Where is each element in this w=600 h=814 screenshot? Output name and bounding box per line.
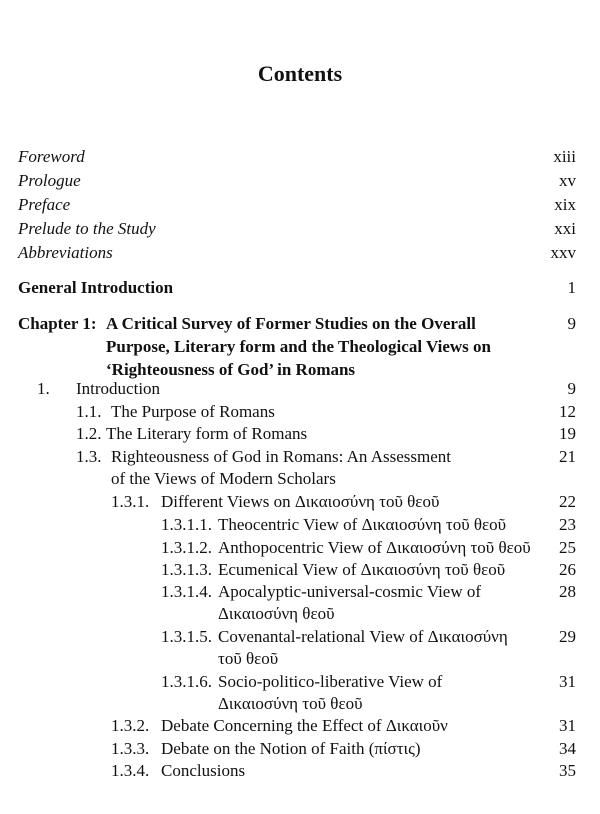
section-number: 1.3.3. — [111, 739, 150, 758]
toc-entry-label: General Introduction — [18, 278, 174, 297]
section-title: Introduction — [76, 379, 161, 398]
section-number: 1.3.1.4. — [161, 582, 212, 601]
toc-entry-page: 31 — [559, 716, 576, 735]
section-title: Ecumenical View of Δικαιοσύνη τοῦ θεοῦ — [218, 560, 506, 579]
toc-entry-page: 21 — [559, 447, 576, 466]
page-title: Contents — [257, 61, 343, 86]
section-title: Righteousness of God in Romans: An Assessment — [111, 447, 452, 466]
toc-entry-page: 35 — [559, 761, 576, 780]
toc-entry-page: xix — [554, 195, 576, 214]
section-title: Different Views on Δικαιοσύνη τοῦ θεοῦ — [161, 492, 440, 511]
section-number: 1.3.4. — [111, 761, 150, 780]
toc-entry-page: 23 — [559, 515, 576, 534]
section-title: Δικαιοσύνη τοῦ θεοῦ — [218, 694, 363, 713]
section-number: 1.3.1. — [111, 492, 150, 511]
chapter-title-line: ‘Righteousness of God’ in Romans — [106, 360, 356, 379]
toc-entry-page: 19 — [559, 424, 576, 443]
section-title: The Literary form of Romans — [106, 424, 308, 443]
section-title: Covenantal-relational View of Δικαιοσύνη — [218, 627, 508, 646]
toc-entry-page: 12 — [559, 402, 576, 421]
toc-entry-page: xiii — [553, 147, 576, 166]
section-number: 1.1. — [76, 402, 102, 421]
section-title: Apocalyptic-universal-cosmic View of — [218, 582, 482, 601]
toc-entry-page: 34 — [559, 739, 576, 758]
toc-entry-page: 29 — [559, 627, 576, 646]
toc-entry-label: Prelude to the Study — [18, 219, 156, 238]
section-title: Conclusions — [161, 761, 246, 780]
toc-entry-label: Prologue — [18, 171, 81, 190]
section-title: Anthopocentric View of Δικαιοσύνη τοῦ θεοῦ — [218, 538, 531, 557]
toc-entry-page: 31 — [559, 672, 576, 691]
section-number: 1.2. — [76, 424, 102, 443]
toc-entry-label: Preface — [18, 195, 71, 214]
toc-section-1-3-1-4[interactable] — [0, 580, 600, 626]
section-number: 1.3.1.3. — [161, 560, 212, 579]
toc-chapter-1[interactable] — [0, 312, 600, 382]
section-title: Δικαιοσύνη θεοῦ — [218, 604, 335, 623]
section-title: τοῦ θεοῦ — [218, 649, 279, 668]
toc-entry-page: 22 — [559, 492, 576, 511]
toc-entry-label: Foreword — [18, 147, 85, 166]
section-number: 1.3.1.5. — [161, 627, 212, 646]
section-title: Debate on the Notion of Faith (πίστις) — [161, 739, 421, 758]
section-number: 1.3.1.2. — [161, 538, 212, 557]
chapter-title-line: A Critical Survey of Former Studies on the Overall — [106, 314, 476, 333]
toc-entry-page: xxi — [554, 219, 576, 238]
toc-entry-label: Abbreviations — [18, 243, 113, 262]
section-number: 1. — [37, 379, 50, 398]
chapter-title-line: Purpose, Literary form and the Theological Views on — [106, 337, 491, 356]
section-title: Theocentric View of Δικαιοσύνη τοῦ θεοῦ — [218, 515, 507, 534]
toc-entry-page: xv — [559, 171, 576, 190]
toc-entry-page: 9 — [567, 379, 576, 398]
toc-entry-page: xxv — [550, 243, 576, 262]
section-title: The Purpose of Romans — [111, 402, 275, 421]
toc-section-1-3-1-6[interactable] — [0, 670, 600, 716]
section-number: 1.3. — [76, 447, 102, 466]
section-title: of the Views of Modern Scholars — [111, 469, 336, 488]
toc-entry-page: 9 — [567, 314, 576, 333]
toc-entry-page: 1 — [567, 278, 576, 297]
toc-entry-page: 26 — [559, 560, 576, 579]
section-title: Debate Concerning the Effect of Δικαιοῦν — [161, 716, 448, 735]
section-number: 1.3.1.1. — [161, 515, 212, 534]
section-number: 1.3.1.6. — [161, 672, 212, 691]
section-number: 1.3.2. — [111, 716, 150, 735]
toc-entry-page: 25 — [559, 538, 576, 557]
toc-section-1-3-1-5[interactable] — [0, 625, 600, 671]
toc-entry-page: 28 — [559, 582, 576, 601]
chapter-number: Chapter 1: — [18, 314, 97, 333]
toc-section-1-3[interactable] — [0, 445, 600, 491]
section-title: Socio-politico-liberative View of — [218, 672, 443, 691]
